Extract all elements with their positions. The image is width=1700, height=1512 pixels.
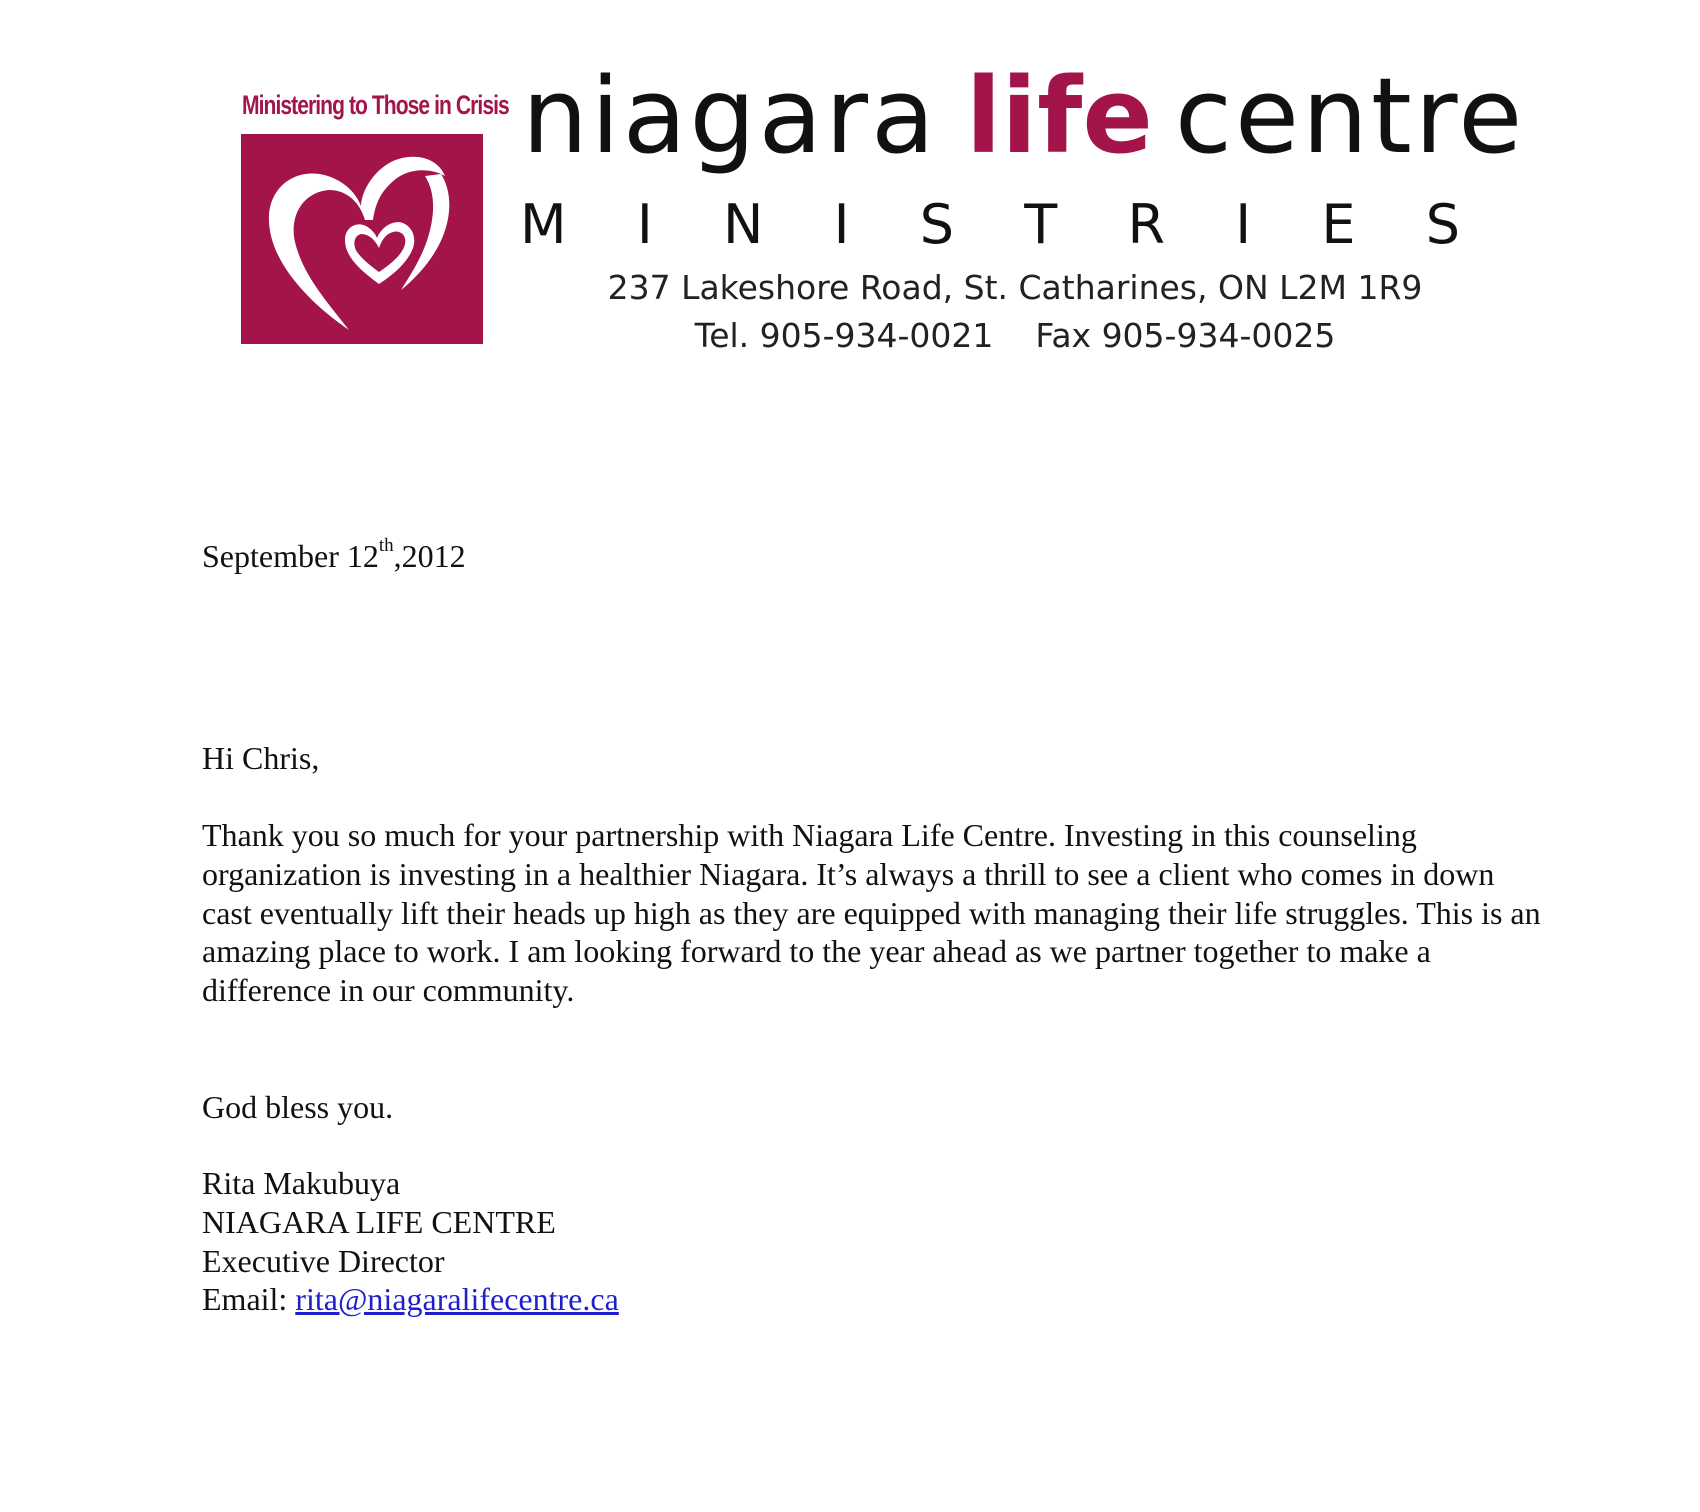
subtitle-letter: S — [1425, 193, 1460, 256]
letter-greeting: Hi Chris, — [202, 740, 320, 776]
signer-title: Executive Director — [202, 1242, 445, 1279]
subtitle-letter: T — [1024, 193, 1058, 256]
brand-subtitle — [520, 193, 1460, 256]
letter-body: Thank you so much for your partnership with Niagara Life Centre. Investing in this counseling organization is investing in a healthier Niagara. It’s always a thrill to see a client who comes in down cast eventually lift their heads up high as they are equipped with managing their life struggles. This is an amazing place to work. I am looking forward to the year ahead as we partner together to make a difference in our community. — [202, 817, 1541, 1009]
logo-tagline: Ministering to Those in Crisis — [242, 90, 509, 120]
email-link[interactable]: rita@niagaralifecentre.ca — [295, 1281, 619, 1318]
date-year: ,2012 — [393, 538, 466, 574]
subtitle-letter: E — [1321, 193, 1356, 256]
heart-icon — [241, 134, 483, 344]
signer-email-line — [202, 1280, 619, 1319]
logo-emblem — [241, 134, 483, 344]
subtitle-letter: M — [520, 193, 567, 256]
subtitle-letter: I — [1235, 193, 1252, 256]
email-label: Email: — [202, 1281, 296, 1318]
letterhead — [0, 0, 1700, 380]
brand-word-niagara: niagara — [522, 55, 938, 177]
date-prefix: September 12 — [202, 538, 379, 574]
date-ordinal: th — [378, 535, 394, 557]
subtitle-letter: S — [919, 193, 955, 256]
letterhead-phone-fax: Tel. 905-934-0021 Fax 905-934-0025 — [694, 316, 1336, 355]
subtitle-letter: R — [1127, 193, 1165, 256]
brand-word-life: life — [965, 55, 1153, 177]
letter-date — [202, 535, 466, 575]
subtitle-letter: I — [833, 193, 850, 256]
subtitle-letter: I — [636, 193, 653, 256]
signer-organization: NIAGARA LIFE CENTRE — [202, 1203, 556, 1240]
brand-name — [522, 55, 1526, 177]
letterhead-address: 237 Lakeshore Road, St. Catharines, ON L2M 1R9 — [607, 268, 1423, 307]
signature-block — [202, 1164, 619, 1319]
letter-closing: God bless you. — [202, 1089, 394, 1125]
brand-word-centre: centre — [1174, 55, 1526, 177]
signer-name: Rita Makubuya — [202, 1165, 401, 1201]
subtitle-letter: N — [722, 193, 764, 256]
